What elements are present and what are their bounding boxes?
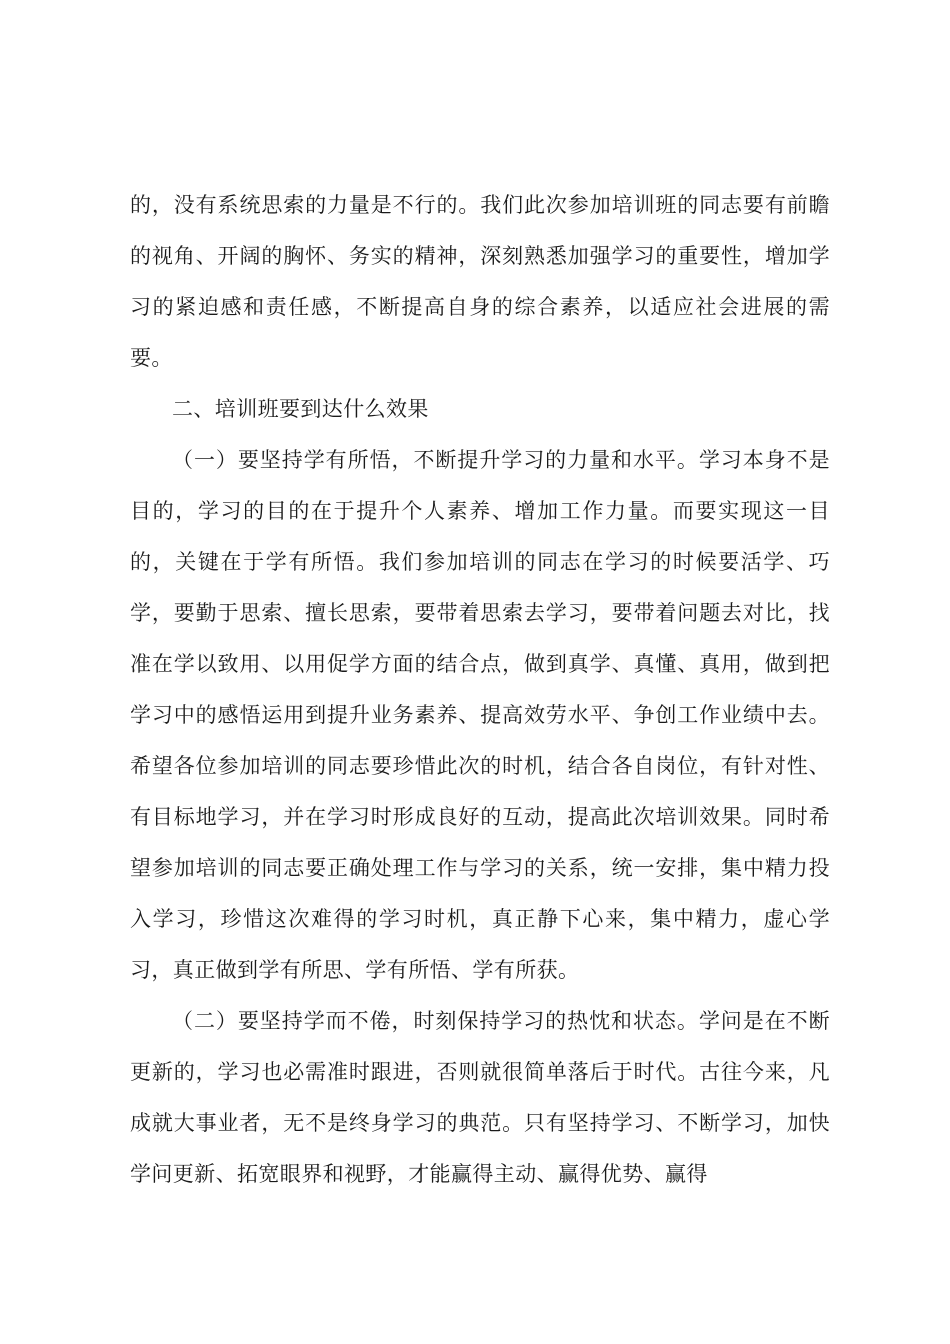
paragraph-continuation: 的，没有系统思索的力量是不行的。我们此次参加培训班的同志要有前瞻的视角、开阔的胸怀、务实的精神，深刻熟悉加强学习的重要性，增加学习的紧迫感和责任感，不断提高自身的综合素养，以适应社会进展的需要。	[130, 193, 830, 370]
paragraph-point-two: （二）要坚持学而不倦，时刻保持学习的热忱和状态。学问是在不断更新的，学习也必需准时跟进，否则就很简单落后于时代。古往今来，凡成就大事业者，无不是终身学习的典范。只有坚持学习、不断学习，加快学问更新、拓宽眼界和视野，才能赢得主动、赢得优势、赢得	[130, 1009, 830, 1186]
paragraph-point-one: （一）要坚持学有所悟，不断提升学习的力量和水平。学习本身不是目的，学习的目的在于提升个人素养、增加工作力量。而要实现这一目的，关键在于学有所悟。我们参加培训的同志在学习的时候要活学、巧学，要勤于思索、擅长思索，要带着思索去学习，要带着问题去对比，找准在学以致用、以用促学方面的结合点，做到真学、真懂、真用，做到把学习中的感悟运用到提升业务素养、提高效劳水平、争创工作业绩中去。希望各位参加培训的同志要珍惜此次的时机，结合各自岗位，有针对性、有目标地学习，并在学习时形成良好的互动，提高此次培训效果。同时希望参加培训的同志要正确处理工作与学习的关系，统一安排，集中精力投入学习，珍惜这次难得的学习时机，真正静下心来，集中精力，虚心学习，真正做到学有所思、学有所悟、学有所获。	[130, 448, 830, 982]
document-body	[130, 180, 830, 1200]
section-heading: 二、培训班要到达什么效果	[172, 397, 429, 421]
